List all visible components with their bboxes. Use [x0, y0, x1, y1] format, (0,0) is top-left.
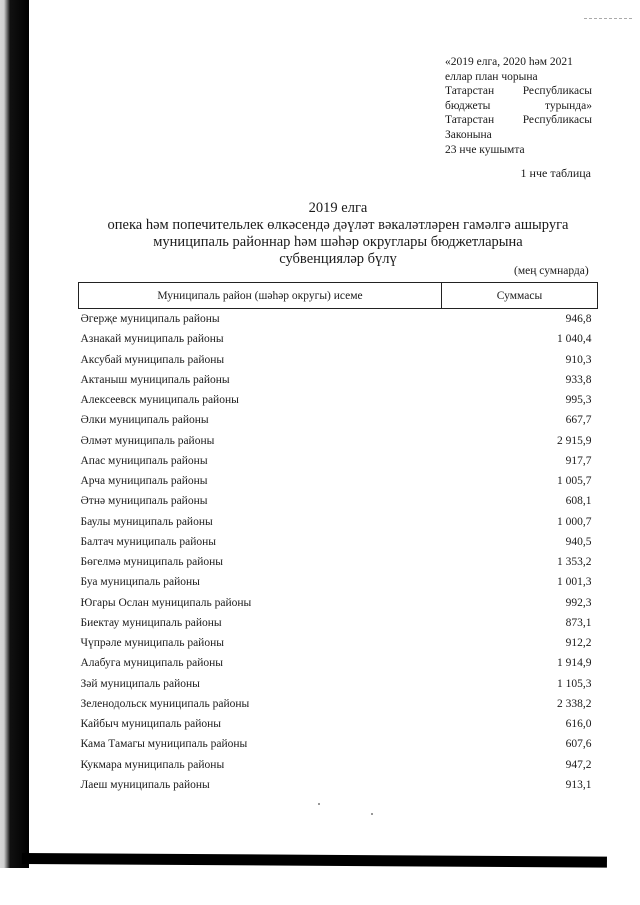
- appendix-note-line: [445, 70, 592, 85]
- scan-corner-mark: [584, 18, 632, 19]
- appendix-note-word: еллар план чорына: [445, 70, 538, 83]
- appendix-note-word: Республикасы: [522, 85, 592, 98]
- district-name: Лаеш муниципаль районы: [80, 778, 210, 791]
- title-line: муниципаль районнар һәм шәһәр округлары бюджетларына: [153, 234, 523, 250]
- district-name: Алексеевск муниципаль районы: [80, 394, 239, 407]
- appendix-note-word: Татарстан: [445, 85, 495, 98]
- district-sum: 1 353,2: [557, 556, 592, 569]
- district-sum: 1 040,4: [557, 333, 592, 346]
- column-header-sum: Суммасы: [442, 283, 598, 309]
- table-row: [79, 714, 598, 734]
- units-label: (мең сумнарда): [514, 265, 589, 277]
- appendix-note-line: [445, 55, 592, 70]
- appendix-note-word: 23 нче кушымта: [445, 143, 525, 156]
- district-name: Биектау муниципаль районы: [80, 616, 222, 629]
- scan-left-border: [0, 0, 29, 868]
- district-name: Бөгелмә муниципаль районы: [80, 556, 224, 569]
- appendix-note-word: Законына: [445, 128, 492, 141]
- table-row: [79, 552, 598, 572]
- table-row: [79, 309, 598, 330]
- scan-speck: [318, 803, 320, 805]
- column-header-name: Муниципаль район (шәһәр округы) исеме: [79, 283, 442, 309]
- table-row: [79, 653, 598, 673]
- appendix-note-word: Татарстан: [445, 114, 495, 127]
- district-name: Әтнә муниципаль районы: [80, 495, 208, 508]
- table-row: [79, 491, 598, 511]
- appendix-note-line: [445, 113, 592, 128]
- table-row: [79, 633, 598, 653]
- appendix-note-word: турында»: [545, 99, 592, 112]
- table-row: [79, 370, 598, 390]
- district-sum: 912,2: [565, 637, 592, 650]
- district-name: Чүпрәле муниципаль районы: [80, 637, 224, 650]
- district-sum: 995,3: [565, 394, 592, 407]
- district-name: Кайбыч муниципаль районы: [80, 718, 222, 731]
- table-row: [79, 734, 598, 754]
- table-row: [79, 329, 598, 349]
- scan-speck: [371, 813, 373, 815]
- district-sum: 913,1: [565, 778, 592, 791]
- district-name: Баулы муниципаль районы: [80, 515, 213, 528]
- district-sum: 946,8: [565, 313, 592, 326]
- document-title: [78, 200, 598, 268]
- table-row: [79, 512, 598, 532]
- district-sum: 2 338,2: [557, 697, 592, 710]
- district-name: Балтач муниципаль районы: [80, 535, 217, 548]
- district-sum: 1 001,3: [557, 576, 592, 589]
- district-name: Әлки муниципаль районы: [80, 414, 209, 427]
- scan-bottom-border: [22, 853, 607, 868]
- district-name: Арча муниципаль районы: [80, 475, 208, 488]
- district-sum: 1 000,7: [557, 515, 592, 528]
- table-row: [79, 350, 598, 370]
- district-sum: 940,5: [565, 535, 592, 548]
- table-row: [79, 532, 598, 552]
- appendix-note-line: [445, 99, 592, 114]
- district-name: Зәй муниципаль районы: [80, 677, 200, 690]
- district-name: Кукмара муниципаль районы: [80, 758, 225, 771]
- district-sum: 917,7: [565, 454, 592, 467]
- table-row: [79, 775, 598, 795]
- table-row: [79, 674, 598, 694]
- table-row: [79, 471, 598, 491]
- appendix-note-word: «2019 елга, 2020 һәм 2021: [445, 56, 573, 68]
- table-row: [79, 410, 598, 430]
- district-name: Әгерҗе муниципаль районы: [80, 313, 220, 326]
- district-name: Зеленодольск муниципаль районы: [80, 697, 250, 710]
- district-sum: 1 914,9: [557, 657, 592, 670]
- table-row: [79, 694, 598, 714]
- district-name: Аксубай муниципаль районы: [80, 353, 225, 366]
- table-row: [79, 431, 598, 451]
- district-name: Әлмәт муниципаль районы: [80, 434, 215, 447]
- appendix-note-line: [445, 84, 592, 99]
- district-sum: 873,1: [565, 616, 592, 629]
- table-header-row: [79, 283, 598, 309]
- table-body: [79, 309, 598, 796]
- district-sum: 2 915,9: [557, 434, 592, 447]
- district-name: Азнакай муниципаль районы: [80, 333, 224, 346]
- district-name: Апас муниципаль районы: [80, 454, 208, 467]
- district-sum: 607,6: [565, 738, 592, 751]
- appendix-note-line: [445, 128, 592, 143]
- district-sum: 616,0: [565, 718, 592, 731]
- table-row: [79, 755, 598, 775]
- district-sum: 910,3: [565, 353, 592, 366]
- district-sum: 992,3: [565, 596, 592, 609]
- table-row: [79, 572, 598, 592]
- title-line: субвенцияләр бүлү: [279, 251, 397, 267]
- district-name: Актаныш муниципаль районы: [80, 373, 230, 386]
- table-row: [79, 451, 598, 471]
- district-name: Югары Ослан муниципаль районы: [80, 596, 252, 609]
- appendix-note-line: [445, 143, 592, 158]
- district-name: Алабуга муниципаль районы: [80, 657, 224, 670]
- district-sum: 667,7: [565, 414, 592, 427]
- title-line: опека һәм попечительлек өлкәсендә дәүләт вәкаләтләрен гамәлгә ашыруга: [107, 217, 569, 233]
- district-sum: 933,8: [565, 373, 592, 386]
- table-row: [79, 593, 598, 613]
- subvention-table: [78, 282, 598, 795]
- district-sum: 947,2: [565, 758, 592, 771]
- table-row: [79, 613, 598, 633]
- appendix-note: [445, 55, 592, 157]
- appendix-note-word: бюджеты: [445, 99, 491, 112]
- district-sum: 1 105,3: [557, 677, 592, 690]
- district-name: Кама Тамагы муниципаль районы: [80, 738, 248, 751]
- district-sum: 1 005,7: [557, 475, 592, 488]
- district-name: Буа муниципаль районы: [80, 576, 200, 589]
- table-row: [79, 390, 598, 410]
- district-sum: 608,1: [565, 495, 592, 508]
- appendix-note-word: Республикасы: [522, 114, 592, 127]
- title-line: 2019 елга: [308, 200, 368, 216]
- table-number: 1 нче таблица: [520, 166, 591, 180]
